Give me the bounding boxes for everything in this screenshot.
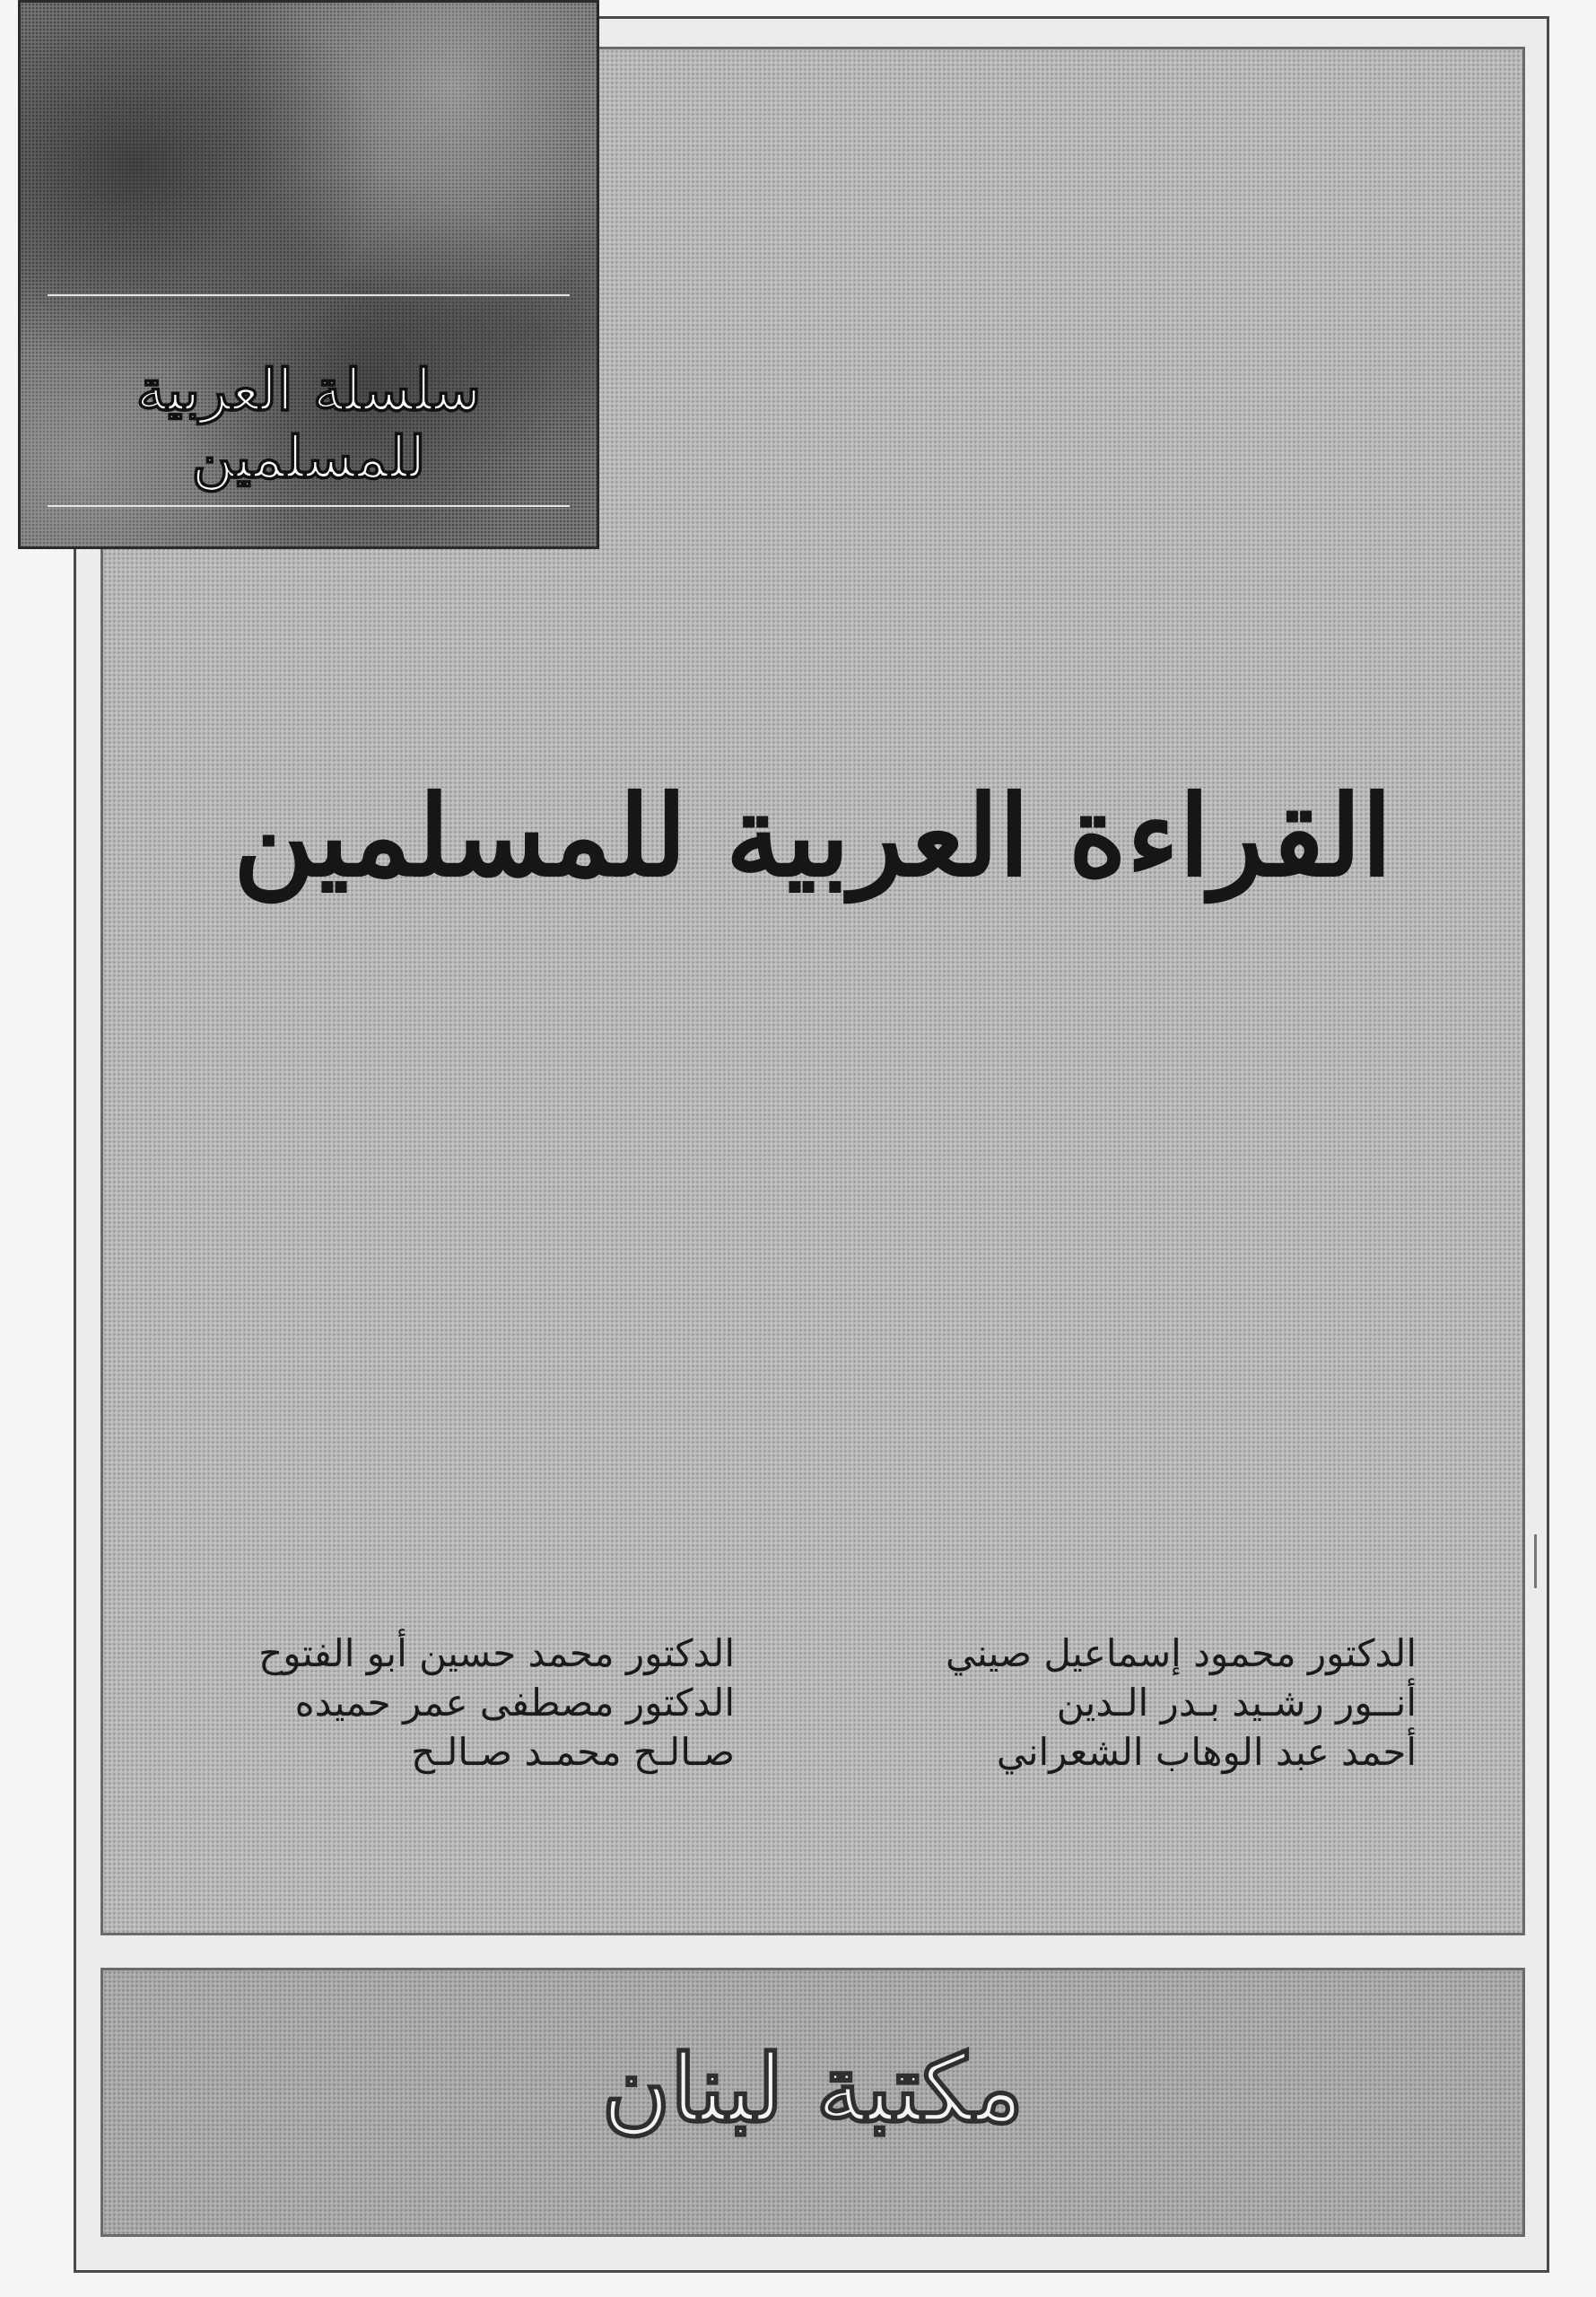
series-rule-top	[48, 294, 570, 296]
author-line: الدكتور مصطفى عمر حميده	[294, 1681, 735, 1725]
author-line: أنــور رشـيد بـدر الـدين	[1056, 1681, 1417, 1725]
author-line: صـالـح محمـد صـالـح	[411, 1730, 735, 1774]
edge-mark	[1534, 1534, 1537, 1588]
authors-right-column	[914, 1629, 1417, 1777]
author-line: الدكتور محمد حسين أبو الفتوح	[258, 1631, 735, 1675]
authors-left-column	[232, 1629, 735, 1777]
publisher-band	[100, 1968, 1525, 2237]
author-line: الدكتور محمود إسماعيل صيني	[946, 1631, 1417, 1675]
book-title: القراءة العربية للمسلمين	[232, 772, 1392, 902]
publisher-name: مكتبة لبنان	[601, 2033, 1025, 2144]
series-label-box	[18, 0, 599, 549]
series-rule-bottom	[48, 505, 570, 507]
author-line: أحمد عبد الوهاب الشعراني	[996, 1730, 1417, 1774]
series-title: سلسلة العربية للمسلمين	[135, 357, 482, 492]
